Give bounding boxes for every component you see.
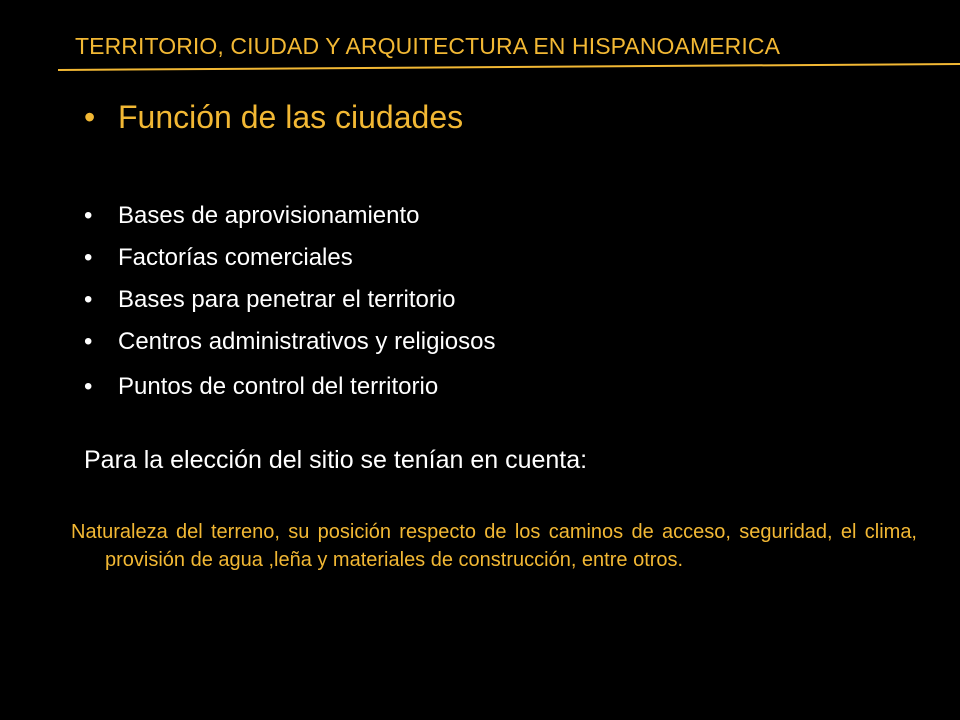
list-item-label: Bases para penetrar el territorio: [118, 286, 456, 313]
list-item-label: Bases de aprovisionamiento: [118, 202, 420, 229]
site-selection-heading: Para la elección del sitio se tenían en cuenta:: [84, 446, 588, 474]
bullet-marker: •: [84, 286, 93, 313]
city-functions-list: [84, 195, 495, 408]
main-topic-label: Función de las ciudades: [118, 99, 464, 135]
list-item: [84, 279, 495, 321]
site-selection-criteria-text: Naturaleza del terreno, su posición respecto de los caminos de acceso, seguridad, el clima, provisión de agua ,leña y materiales de construcción, entre otros.: [71, 521, 917, 571]
bullet-marker: •: [84, 244, 93, 271]
list-item: [84, 321, 495, 363]
bullet-marker: •: [84, 99, 96, 135]
bullet-marker: •: [84, 328, 93, 355]
main-topic-heading: [84, 99, 463, 136]
slide-header-title: TERRITORIO, CIUDAD Y ARQUITECTURA EN HISPANOAMERICA: [75, 33, 781, 59]
list-item-label: Puntos de control del territorio: [118, 373, 439, 400]
bullet-marker: •: [84, 373, 93, 400]
list-item: [84, 237, 495, 279]
bullet-marker: •: [84, 202, 93, 229]
list-item-label: Factorías comerciales: [118, 244, 353, 271]
list-item: [84, 195, 495, 237]
list-item: [84, 366, 495, 408]
list-item-label: Centros administrativos y religiosos: [118, 328, 496, 355]
